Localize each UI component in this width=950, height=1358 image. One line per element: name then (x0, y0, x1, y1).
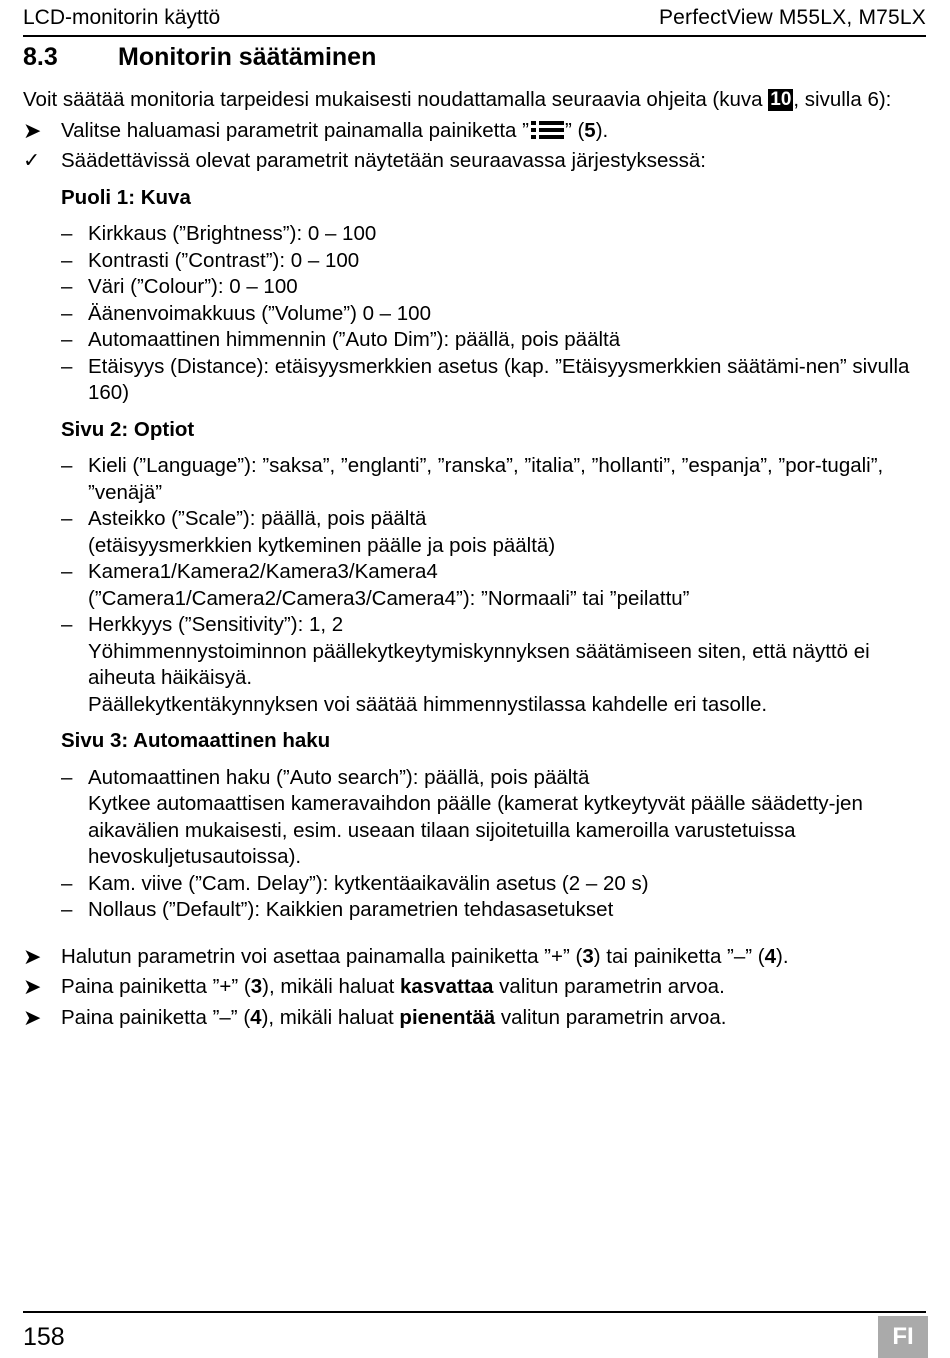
list-item (61, 301, 928, 328)
footer-rule (23, 1311, 926, 1313)
subheading-page3: Sivu 3: Automaattinen haku (61, 729, 331, 752)
subheading-page2: Sivu 2: Optiot (61, 417, 195, 441)
list-item-text: Kontrasti (”Contrast”): 0 – 100 (88, 248, 360, 272)
arrow-icon: ➤ (23, 943, 42, 969)
note-item (23, 148, 928, 175)
page1-list (23, 221, 928, 407)
instruction-step (23, 974, 928, 1001)
list-item-text: Herkkyys (”Sensitivity”): 1, 2 (88, 613, 344, 636)
instruction-step (23, 1005, 928, 1032)
button-ref: 4 (764, 944, 777, 968)
dash-icon: – (61, 248, 73, 272)
list-item (61, 506, 928, 559)
step-text: ). (776, 944, 789, 968)
arrow-icon: ➤ (23, 974, 42, 999)
dash-icon: – (61, 560, 73, 583)
spacer (23, 924, 928, 940)
list-item-text: Etäisyys (Distance): etäisyysmerkkien asetus (kap. ”Etäisyysmerkkien säätämi-nen” sivulla 160) (88, 354, 910, 404)
dash-icon: – (61, 871, 73, 895)
list-item-text: Kieli (”Language”): ”saksa”, ”englanti”, ”ranska”, ”italia”, ”hollanti”, ”espanja”, ”por-tugali”, ”venäjä” (88, 454, 884, 504)
list-item-detail: Yöhimmennystoiminnon päällekytkeytymiskynnyksen säätämiseen siten, että näyttö ei aiheuta häikäisyä. (88, 639, 870, 689)
list-item (61, 559, 928, 612)
dash-icon: – (61, 454, 73, 477)
list-item (61, 248, 928, 275)
list-item-text: Kirkkaus (”Brightness”): 0 – 100 (88, 222, 377, 245)
step-text: Paina painiketta ”–” ( (61, 1005, 251, 1029)
body-content (23, 87, 928, 1031)
arrow-icon: ➤ (23, 1004, 42, 1030)
step-text: Halutun parametrin voi asettaa painamalla painiketta ”+” ( (61, 944, 583, 968)
list-item-text: Nollaus (”Default”): Kaikkien parametrien tehdasasetukset (88, 898, 614, 921)
intro-paragraph (23, 87, 928, 114)
page-number: 158 (23, 1323, 65, 1351)
step-text: valitun parametrin arvoa. (495, 1005, 727, 1029)
button-ref: 3 (250, 975, 263, 998)
step-text-mid: ” ( (564, 118, 585, 142)
list-item-detail: (”Camera1/Camera2/Camera3/Camera4”): ”Normaali” tai ”peilattu” (88, 586, 690, 610)
section-number: 8.3 (23, 43, 58, 71)
list-item-detail: Kytkee automaattisen kameravaihdon päälle (kamerat kytkeytyvät päälle säädetty-jen aikavälien mukaisesti, esim. useaan tilaan sijoitetuilla kameroilla varustetuissa hevoskuljetusautoissa). (88, 792, 863, 868)
list-item-text: Väri (”Colour”): 0 – 100 (88, 275, 298, 298)
dash-icon: – (61, 507, 73, 530)
dash-icon: – (61, 328, 73, 351)
list-item-text: Kam. viive (”Cam. Delay”): kytkentäaikavälin asetus (2 – 20 s) (88, 871, 649, 895)
menu-icon (529, 120, 565, 140)
instruction-step (23, 118, 928, 145)
dash-icon: – (61, 613, 73, 636)
intro-text-end: , sivulla 6): (793, 88, 892, 111)
list-item (61, 274, 928, 301)
list-item-detail: (etäisyysmerkkien kytkeminen päälle ja pois päältä) (88, 533, 556, 557)
step-text: valitun parametrin arvoa. (493, 975, 725, 998)
running-header-left: LCD-monitorin käyttö (23, 6, 221, 29)
header-rule (23, 35, 926, 37)
emphasis: kasvattaa (400, 975, 494, 998)
dash-icon: – (61, 354, 73, 378)
list-item-text: Äänenvoimakkuus (”Volume”) 0 – 100 (88, 301, 431, 325)
section-title (23, 41, 376, 73)
note-text: Säädettävissä olevat parametrit näytetään seuraavassa järjestyksessä: (61, 149, 706, 172)
list-item (61, 453, 928, 506)
list-item (61, 221, 928, 248)
list-item (61, 612, 928, 718)
checkmark-icon: ✓ (23, 149, 41, 172)
list-item-text: Asteikko (”Scale”): päällä, pois päältä (88, 507, 427, 530)
arrow-icon: ➤ (23, 117, 42, 143)
button-ref: 5 (584, 118, 596, 142)
dash-icon: – (61, 301, 73, 325)
list-item-text: Automaattinen himmennin (”Auto Dim”): päällä, pois päältä (88, 328, 621, 351)
list-item (61, 871, 928, 898)
figure-reference: 10 (770, 89, 792, 110)
section-title-text: Monitorin säätäminen (118, 43, 377, 71)
list-item (61, 327, 928, 354)
button-ref: 3 (582, 944, 594, 968)
page3-list (23, 765, 928, 924)
list-item (61, 765, 928, 871)
step-text: ), mikäli haluat (262, 975, 400, 998)
list-item-text: Kamera1/Kamera2/Kamera3/Kamera4 (88, 560, 438, 583)
step-text-end: ). (595, 118, 609, 142)
emphasis: pienentää (399, 1005, 496, 1029)
step-text: ) tai painiketta ”–” ( (593, 944, 765, 968)
language-tab: FI (878, 1316, 928, 1358)
subheading-page1: Puoli 1: Kuva (61, 185, 191, 209)
intro-text: Voit säätää monitoria tarpeidesi mukaisesti noudattamalla seuraavia ohjeita (kuva (23, 88, 769, 111)
instruction-step (23, 944, 928, 971)
dash-icon: – (61, 898, 73, 921)
step-text: Valitse haluamasi parametrit painamalla painiketta ” (61, 118, 529, 142)
step-text: ), mikäli haluat (261, 1005, 400, 1029)
dash-icon: – (61, 275, 73, 298)
list-item (61, 897, 928, 924)
dash-icon: – (61, 222, 73, 245)
running-header-right: PerfectView M55LX, M75LX (658, 6, 926, 29)
page2-list (23, 453, 928, 718)
step-text: Paina painiketta ”+” ( (61, 975, 251, 998)
list-item (61, 354, 928, 407)
list-item-text: Automaattinen haku (”Auto search”): päällä, pois päältä (88, 765, 590, 789)
button-ref: 4 (250, 1005, 262, 1029)
dash-icon: – (61, 765, 73, 789)
list-item-detail: Päällekytkentäkynnyksen voi säätää himmennystilassa kahdelle eri tasolle. (88, 692, 768, 716)
